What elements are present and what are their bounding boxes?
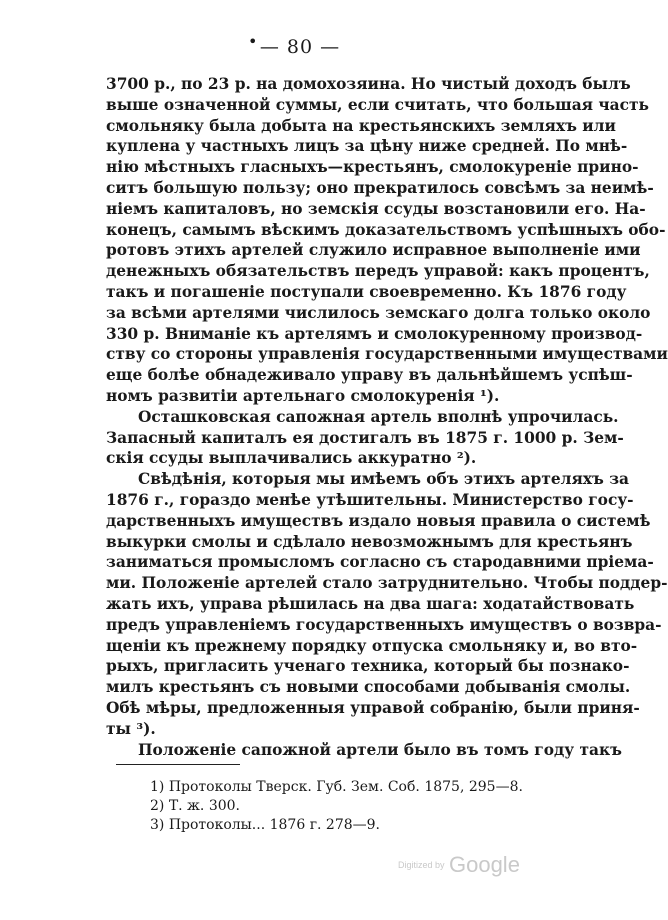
text-line: скія ссуды выплачивались аккуратно ²).	[106, 449, 477, 468]
text-line: еще болѣе обнадеживало управу въ дальнѣйшемъ успѣш-	[106, 366, 633, 385]
text-line: Осташковская сапожная артель вполнѣ упрочилась.	[138, 407, 619, 426]
text-line: выше означенной суммы, если считать, что большая часть	[106, 95, 650, 114]
google-logo: Google	[448, 852, 520, 877]
page-dot: •	[248, 32, 258, 51]
text-line: ніемъ капиталовъ, но земскія ссуды возстановили его. На-	[106, 199, 646, 218]
text-line: конецъ, самымъ вѣскимъ доказательствомъ успѣшныхъ обо-	[106, 220, 666, 239]
text-line: Свѣдѣнія, которыя мы имѣемъ объ этихъ артеляхъ за	[138, 470, 630, 489]
text-line: 330 р. Вниманіе къ артелямъ и смолокуренному производ-	[106, 324, 643, 343]
text-line: Обѣ мѣры, предложенныя управой собранію, были приня-	[106, 698, 640, 717]
text-line: Запасный капиталъ ея достигалъ въ 1875 г. 1000 р. Зем-	[106, 428, 624, 447]
text-line: предъ управленіемъ государственныхъ имуществъ о возвра-	[106, 615, 662, 634]
text-line: Положеніе сапожной артели было въ томъ году такъ	[138, 740, 622, 759]
footnotes	[150, 778, 523, 835]
text-line: ситъ большую пользу; оно прекратилось совсѣмъ за неимѣ-	[106, 178, 654, 197]
footnote-divider	[116, 764, 240, 765]
text-line: рыхъ, пригласить ученаго техника, который бы познако-	[106, 657, 630, 676]
text-line: номъ развитіи артельнаго смолокуренія ¹).	[106, 386, 500, 405]
body-text	[106, 74, 668, 760]
text-line: дарственныхъ имуществъ издало новыя правила о системѣ	[106, 511, 651, 530]
text-line: за всѣми артелями числилось земскаго долга только около	[106, 303, 651, 322]
footnote: 2) Т. ж. 300.	[150, 798, 241, 814]
text-line: милъ крестьянъ съ новыми способами добыванія смолы.	[106, 678, 631, 697]
text-line: ротовъ этихъ артелей служило исправное выполненіе ими	[106, 241, 641, 260]
text-line: 3700 р., по 23 р. на домохозяина. Но чистый доходъ былъ	[106, 75, 631, 93]
text-line: щеніи къ прежнему порядку отпуска смольняку и, во вто-	[106, 636, 638, 655]
text-line: смольняку была добыта на крестьянскихъ земляхъ или	[106, 116, 616, 135]
text-line: денежныхъ обязательствъ передъ управой: какъ процентъ,	[106, 262, 650, 281]
watermark-prefix: Digitized by	[398, 860, 445, 870]
page-number: — 80 —	[259, 36, 341, 58]
text-line: выкурки смолы и сдѣлало невозможнымъ для крестьянъ	[106, 532, 633, 551]
text-line: заниматься промысломъ согласно съ стародавними пріема-	[106, 553, 654, 572]
text-line: ству со стороны управленія государственными имуществами	[106, 345, 668, 364]
text-line: 1876 г., гораздо менѣе утѣшительны. Министерство госу-	[106, 490, 634, 509]
text-line: ты ³).	[106, 719, 156, 738]
text-line: нію мѣстныхъ гласныхъ—крестьянъ, смолокуреніе прино-	[106, 158, 639, 177]
text-line: такъ и погашеніе поступали своевременно. Къ 1876 году	[106, 282, 627, 301]
digitized-watermark	[398, 852, 520, 878]
text-line: куплена у частныхъ лицъ за цѣну ниже средней. По мнѣ-	[106, 137, 628, 156]
footnote: 1) Протоколы Тверск. Губ. Зем. Соб. 1875, 295—8.	[150, 779, 523, 795]
text-line: ми. Положеніе артелей стало затруднительно. Чтобы поддер-	[106, 574, 668, 593]
text-line: жать ихъ, управа рѣшилась на два шага: ходатайствовать	[106, 594, 635, 613]
footnote: 3) Протоколы... 1876 г. 278—9.	[150, 817, 381, 833]
